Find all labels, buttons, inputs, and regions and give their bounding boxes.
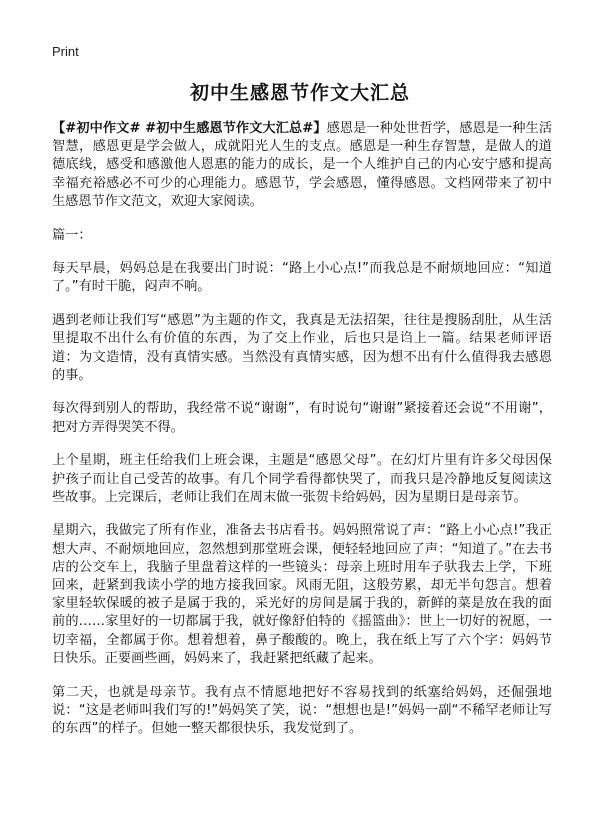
- paragraph-4: 上个星期，班主任给我们上班会课，主题是“感恩父母”。在幻灯片里有许多父母因保护孩子而让自己受苦的故事。有几个同学看得都快哭了，而我只是冷静地反复阅读这些故事。上完课后，老师让我们在周末做一张贺卡给妈妈，因为星期日是母亲节。: [52, 453, 552, 505]
- article-title: 初中生感恩节作文大汇总: [189, 82, 410, 104]
- paragraph-2: 遇到老师让我们写“感恩”为主题的作文，我真是无法招架，往往是搜肠刮肚，从生活里提取不出什么有价值的东西，为了交上作业，后也只是诌上一篇。结果老师评语道：为文造情，没有真情实感。当然没有真情实感，因为想不出有什么值得我去感恩的事。: [52, 313, 552, 383]
- article-body: [52, 120, 552, 754]
- paragraph-1: 每天早晨，妈妈总是在我要出门时说：“路上小心点!”而我总是不耐烦地回应：“知道了。”有时干脆，闷声不响。: [52, 261, 552, 295]
- intro-tag: 【#初中作文# #初中生感恩节作文大汇总#】: [52, 121, 327, 136]
- paragraph-3: 每次得到别人的帮助，我经常不说“谢谢”，有时说句“谢谢”紧接着还会说“不用谢”，把对方弄得哭笑不得。: [52, 401, 552, 435]
- print-link[interactable]: Print: [52, 44, 79, 59]
- paragraph-5: 星期六，我做完了所有作业，准备去书店看书。妈妈照常说了声：“路上小心点!”我正想大声、不耐烦地回应，忽然想到那堂班会课，便轻轻地回应了声：“知道了。”在去书店的公交车上，我脑子里盘着这样的一些镜头：母亲上班时用车子驮我去上学，下班回来，赶紧到我读小学的地方接我回家。风雨无阻，这般劳累，却无半句怨言。想着家里轻软保暖的被子是属于我的，采光好的房间是属于我的，新鲜的菜是放在我的面前的……家里好的一切都属于我，就好像舒伯特的《摇篮曲》：世上一切好的祝愿，一切幸福，全都属于你。想着想着，鼻子酸酸的。晚上，我在纸上写了六个字：妈妈节日快乐。正要画些画，妈妈来了，我赶紧把纸藏了起来。: [52, 523, 552, 666]
- intro-paragraph: [52, 120, 552, 211]
- section-heading: 篇一：: [52, 227, 92, 243]
- intro-text: 感恩是一种处世哲学，感恩是一种生活智慧，感恩更是学会做人，成就阳光人生的支点。感恩是一种生存智慧，是做人的道德底线，感受和感激他人恩惠的能力的成长，是一个人维护自己的内心安宁感和提高幸福充裕感必不可少的心理能力。感恩节，学会感恩，懂得感恩。文档网带来了初中生感恩节作文范文，欢迎大家阅读。: [52, 121, 553, 209]
- paragraph-6: 第二天，也就是母亲节。我有点不情愿地把好不容易找到的纸塞给妈妈，还倔强地说：“这是老师叫我们写的!”妈妈笑了笑，说：“想想也是!”妈妈一副“不稀罕老师让写的东西”的样子。但她一整天都很快乐，我发觉到了。: [52, 684, 552, 736]
